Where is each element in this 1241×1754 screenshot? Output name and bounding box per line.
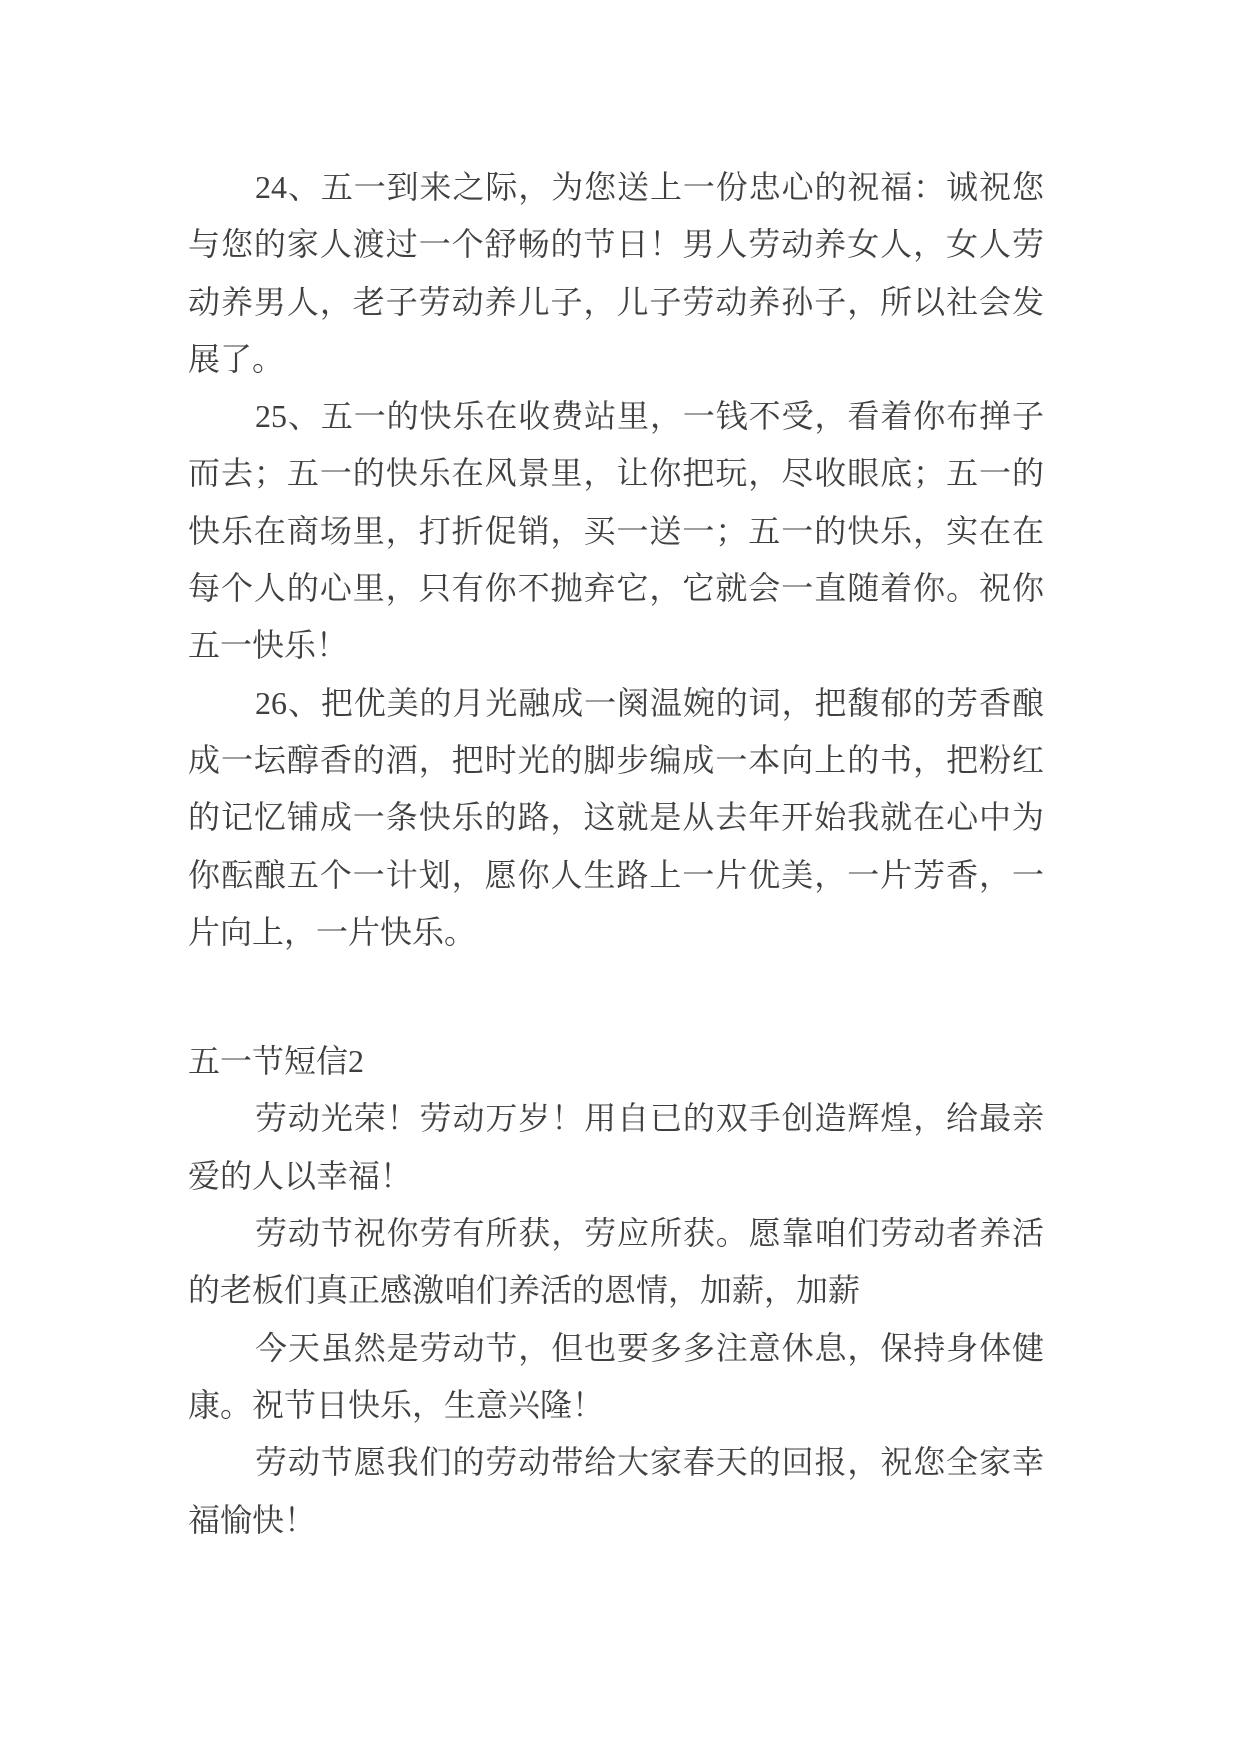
- text-line: 成一坛醇香的酒，把时光的脚步编成一本向上的书，把粉红: [188, 741, 1044, 778]
- text-line: 24、五一到来之际，为您送上一份忠心的祝福：诚祝您: [255, 169, 1044, 205]
- text-line: 你酝酿五个一计划，愿你人生路上一片优美，一片芳香，一: [188, 856, 1044, 893]
- text-line: 的老板们真正感激咱们养活的恩情，加薪，加薪: [188, 1272, 861, 1309]
- section-heading: 五一节短信2: [188, 1043, 365, 1080]
- text-line: 每个人的心里，只有你不抛弃它，它就会一直随着你。祝你: [188, 570, 1044, 607]
- text-line: 展了。: [188, 340, 285, 377]
- text-line: 劳动节愿我们的劳动带给大家春天的回报，祝您全家幸: [255, 1444, 1044, 1481]
- text-line: 的记忆铺成一条快乐的路，这就是从去年开始我就在心中为: [188, 799, 1044, 836]
- text-line: 五一快乐！: [188, 627, 349, 664]
- text-line: 爱的人以幸福！: [188, 1157, 413, 1194]
- text-line: 25、五一的快乐在收费站里，一钱不受，看着你布掸子: [255, 398, 1044, 435]
- text-line: 片向上，一片快乐。: [188, 913, 477, 950]
- text-line: 康。祝节日快乐，生意兴隆！: [188, 1386, 605, 1423]
- text-line: 劳动光荣！劳动万岁！用自已的双手创造辉煌，给最亲: [255, 1100, 1044, 1137]
- text-line: 今天虽然是劳动节，但也要多多注意休息，保持身体健: [255, 1329, 1044, 1366]
- text-line: 动养男人，老子劳动养儿子，儿子劳动养孙子，所以社会发: [188, 283, 1044, 320]
- text-line: 26、把优美的月光融成一阕温婉的词，把馥郁的芳香酿: [255, 684, 1044, 721]
- text-line: 劳动节祝你劳有所获，劳应所获。愿靠咱们劳动者养活: [255, 1215, 1044, 1252]
- text-line: 福愉快！: [188, 1501, 317, 1538]
- document-text-block: [188, 159, 1044, 1549]
- text-line: 而去；五一的快乐在风景里，让你把玩，尽收眼底；五一的: [188, 455, 1044, 492]
- text-line: 与您的家人渡过一个舒畅的节日！男人劳动养女人，女人劳: [188, 226, 1044, 263]
- text-line: 快乐在商场里，打折促销，买一送一；五一的快乐，实在在: [188, 512, 1044, 549]
